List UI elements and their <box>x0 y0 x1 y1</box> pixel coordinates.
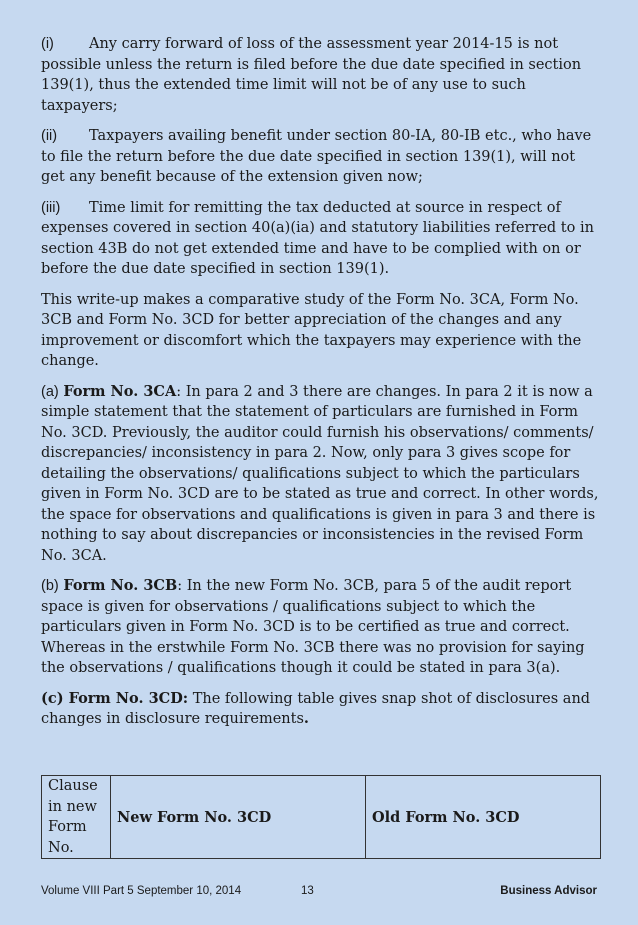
paragraph-form-3cb <box>41 576 601 679</box>
paragraph-text: : In the new Form No. 3CB, para 5 of the audit report space is given for observations / qualifications subject to which the particulars given in Form No. 3CD is to be certified as true and correct. Whereas in the erstwhile Form No. 3CB there was no provision for saying the observations / qualifications though it could be stated in para 3(a). <box>41 578 585 676</box>
item-label: (a) <box>41 383 59 400</box>
paragraph-i <box>41 34 601 116</box>
table-header-row <box>42 776 601 859</box>
header-old-form: Old Form No. 3CD <box>366 776 601 859</box>
paragraph-ii <box>41 126 601 188</box>
paragraph-iii <box>41 198 601 280</box>
item-label: (i) <box>41 36 54 52</box>
item-label: (ii) <box>41 128 58 144</box>
footer-volume: Volume VIII Part 5 September 10, 2014 <box>41 885 242 897</box>
header-new-form: New Form No. 3CD <box>111 776 366 859</box>
page-number: 13 <box>301 885 314 897</box>
comparison-table <box>41 775 601 859</box>
paragraph-intro <box>41 290 601 372</box>
paragraph-form-3cd <box>41 689 601 730</box>
page-footer <box>41 885 597 897</box>
paragraph-text: This write-up makes a comparative study of the Form No. 3CA, Form No. 3CB and Form No. 3CD for better appreciation of the changes and any improvement or discomfort which the taxpayers may experience with the change. <box>41 291 582 369</box>
paragraph-text: Any carry forward of loss of the assessment year 2014-15 is not possible unless the return is filed before the due date specified in section 139(1), thus the extended time limit will not be of any use to such taxpayers; <box>41 36 582 114</box>
item-label: (b) <box>41 578 59 594</box>
form-title: Form No. 3CB <box>63 577 178 594</box>
form-title: (c) Form No. 3CD: <box>41 689 189 707</box>
footer-magazine: Business Advisor <box>500 885 597 897</box>
item-label: (iii) <box>41 199 61 216</box>
header-clause: Clause in new Form No. <box>42 776 111 859</box>
document-body <box>41 34 601 740</box>
paragraph-end: . <box>303 710 309 727</box>
form-title: Form No. 3CA <box>63 382 177 400</box>
paragraph-text: : In para 2 and 3 there are changes. In para 2 it is now a simple statement that the statement of particulars are furnished in Form No. 3CD. Previously, the auditor could furnish his observations/ comments/ discrepancies/ inconsistency in para 2. Now, only para 3 gives scope for detailing the observations/ qualifications subject to which the particulars given in Form No. 3CD are to be stated as true and correct. In other words, the space for observations and qualifications is given in para 3 and there is nothing to say about discrepancies or inconsistencies in the revised Form No. 3CA. <box>41 383 599 564</box>
paragraph-text: The following table gives snap shot of disclosures and changes in disclosure requirements <box>41 690 591 727</box>
paragraph-text: Time limit for remitting the tax deducted at source in respect of expenses covered in section 40(a)(ia) and statutory liabilities referred to in section 43B do not get extended time and have to be complied with on or before the due date specified in section 139(1). <box>41 199 594 277</box>
paragraph-form-3ca <box>41 382 601 567</box>
paragraph-text: Taxpayers availing benefit under section 80-IA, 80-IB etc., who have to file the return before the due date specified in section 139(1), will not get any benefit because of the extension given now; <box>41 128 592 185</box>
